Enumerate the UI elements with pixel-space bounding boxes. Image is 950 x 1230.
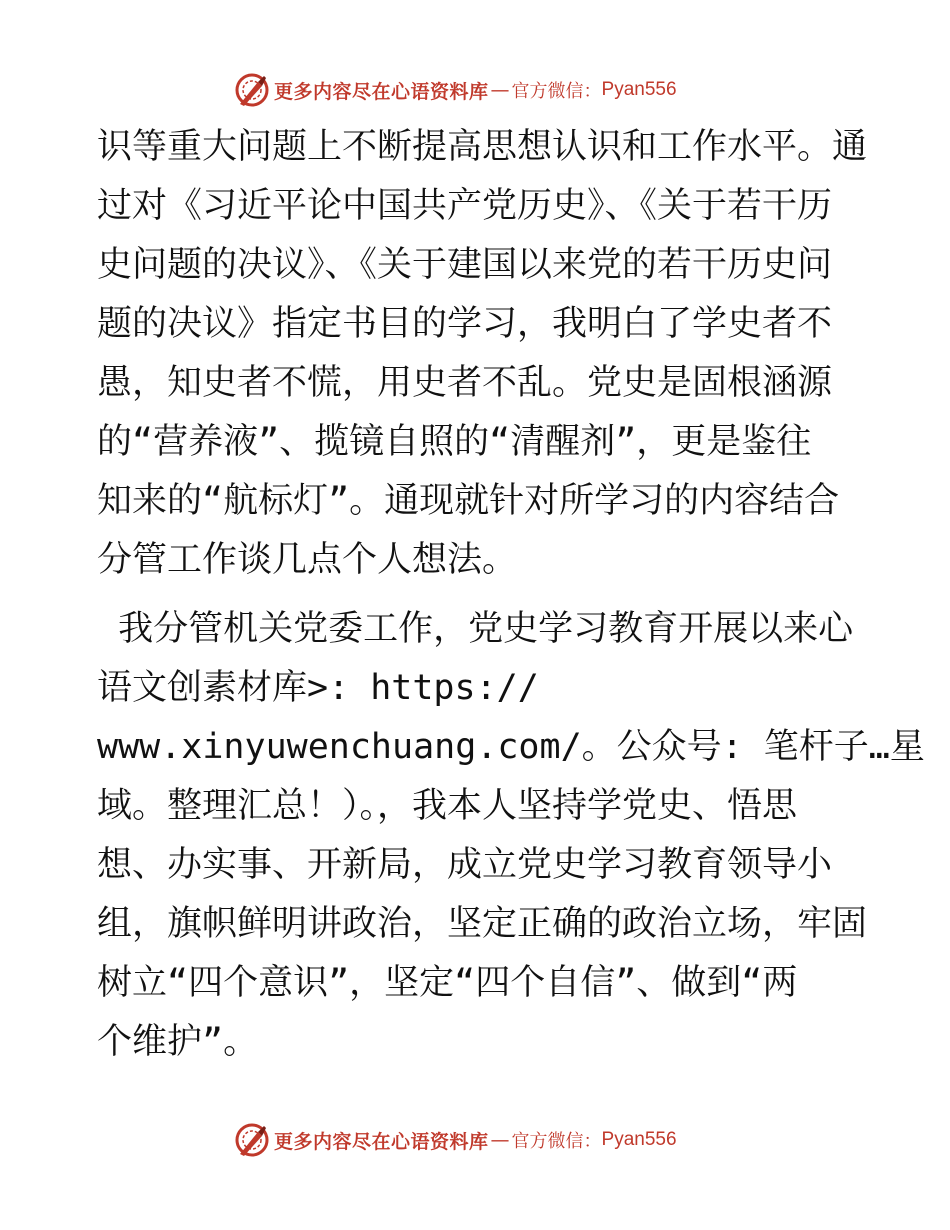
paragraph-2: [97, 600, 925, 1072]
header-wechat-id: Pyan556: [601, 79, 677, 100]
text-line: 题的决议》指定书目的学习，我明白了学史者不: [97, 304, 833, 344]
header-brand-name: 更多内容尽在心语资料库: [274, 80, 489, 103]
footer-separator: —: [490, 1129, 510, 1151]
text-line: 域。整理汇总！）。，我本人坚持学党史、悟思: [97, 786, 798, 826]
text-line: 语文创素材库>: https://: [97, 668, 539, 708]
footer-wechat-label: 官方微信：: [511, 1131, 602, 1152]
text-line: 的“营养液”、揽镜自照的“清醒剂”，更是鉴往: [97, 422, 812, 462]
text-line: 个维护”。: [97, 1022, 259, 1062]
footer-brand: [234, 1120, 677, 1160]
header-separator: —: [490, 79, 510, 101]
text-line: 树立“四个意识”，坚定“四个自信”、做到“两: [97, 963, 798, 1003]
text-line: 史问题的决议》、《关于建国以来党的若干历史问: [97, 245, 833, 285]
document-body: [97, 118, 925, 1072]
header-wechat-label: 官方微信：: [511, 81, 602, 102]
text-line: www.xinyuwenchuang.com/。公众号: 笔杆子…星: [97, 727, 925, 767]
footer-brand-name: 更多内容尽在心语资料库: [274, 1130, 489, 1153]
text-line: 组，旗帜鲜明讲政治，坚定正确的政治立场，牢固: [97, 904, 868, 944]
text-line: 识等重大问题上不断提高思想认识和工作水平。通: [97, 127, 868, 167]
logo-pen-icon: [234, 1122, 270, 1158]
text-line: 愚，知史者不慌，用史者不乱。党史是固根涵源: [97, 363, 833, 403]
text-line: 知来的“航标灯”。通现就针对所学习的内容结合: [97, 481, 840, 521]
logo-pen-icon: [234, 72, 270, 108]
text-line: 想、办实事、开新局，成立党史学习教育领导小: [97, 845, 833, 885]
paragraph-1: [97, 118, 868, 590]
footer-wechat-id: Pyan556: [601, 1129, 677, 1150]
text-line: 分管工作谈几点个人想法。: [97, 540, 518, 580]
text-line: 我分管机关党委工作，党史学习教育开展以来心: [97, 609, 854, 649]
text-line: 过对《习近平论中国共产党历史》、《关于若干历: [97, 186, 833, 226]
header-brand: [234, 70, 677, 110]
